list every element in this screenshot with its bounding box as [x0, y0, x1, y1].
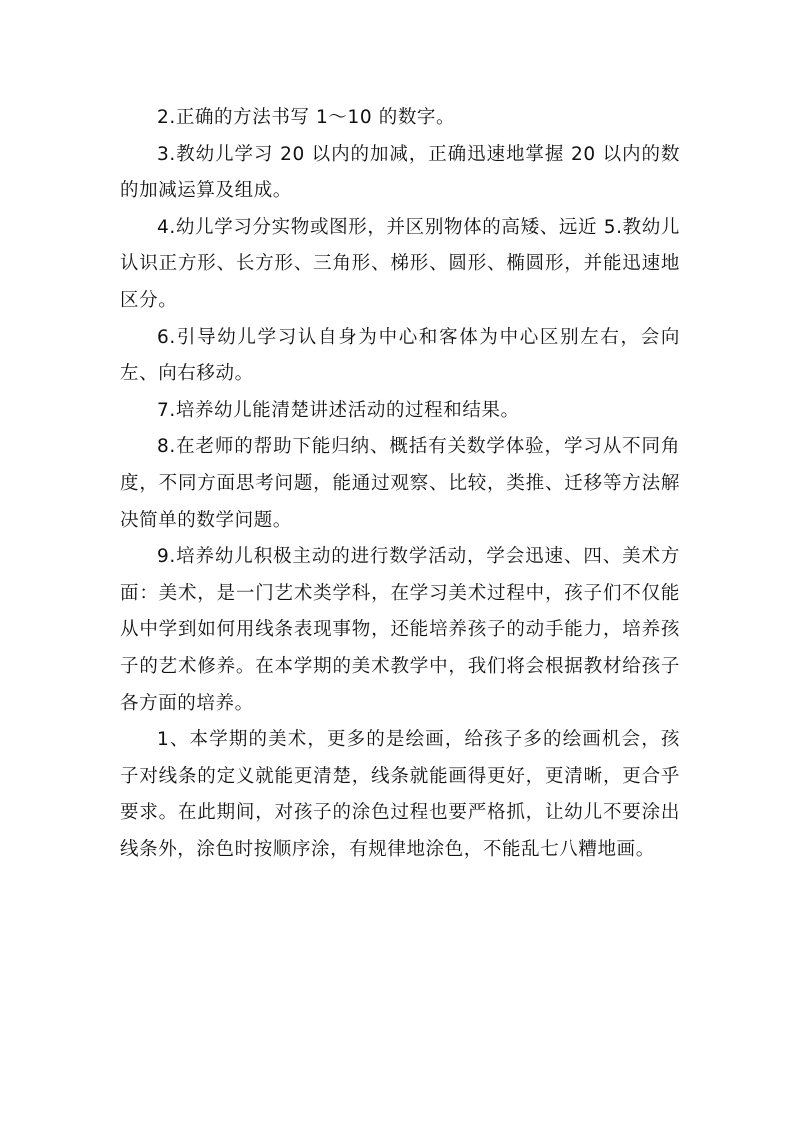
paragraph-2-writing-numbers: 2.正确的方法书写 1～10 的数字。 [157, 107, 456, 128]
paragraph-3-addition-subtraction: 3.教幼儿学习 20 以内的加减，正确迅速地掌握 20 以内的数的加减运算及组成。 [120, 143, 680, 202]
document-body [120, 100, 680, 868]
paragraph-8-math-experience: 8.在老师的帮助下能归纳、概括有关数学体验，学习从不同角度，不同方面思考问题，能通过观察、比较，类推、迁移等方法解决简单的数学问题。 [120, 436, 680, 531]
paragraph-4-shapes: 4.幼儿学习分实物或图形，并区别物体的高矮、远近 5.教幼儿认识正方形、长方形、三角形、梯形、圆形、椭圆形，并能迅速地区分。 [120, 216, 680, 311]
paragraph-9-art-section: 9.培养幼儿积极主动的进行数学活动，学会迅速、四、美术方面：美术，是一门艺术类学科，在学习美术过程中，孩子们不仅能从中学到如何用线条表现事物，还能培养孩子的动手能力，培养孩子的艺术修养。在本学期的美术教学中，我们将会根据教材给孩子各方面的培养。 [120, 546, 680, 714]
paragraph-art-1-drawing: 1、本学期的美术，更多的是绘画，给孩子多的绘画机会，孩子对线条的定义就能更清楚，线条就能画得更好，更清晰，更合乎要求。在此期间，对孩子的涂色过程也要严格抓，让幼儿不要涂出线条外，涂色时按顺序涂，有规律地涂色，不能乱七八糟地画。 [120, 729, 680, 860]
paragraph-6-left-right: 6.引导幼儿学习认自身为中心和客体为中心区别左右，会向左、向右移动。 [120, 326, 680, 385]
paragraph-7-narration: 7.培养幼儿能清楚讲述活动的过程和结果。 [157, 399, 520, 421]
